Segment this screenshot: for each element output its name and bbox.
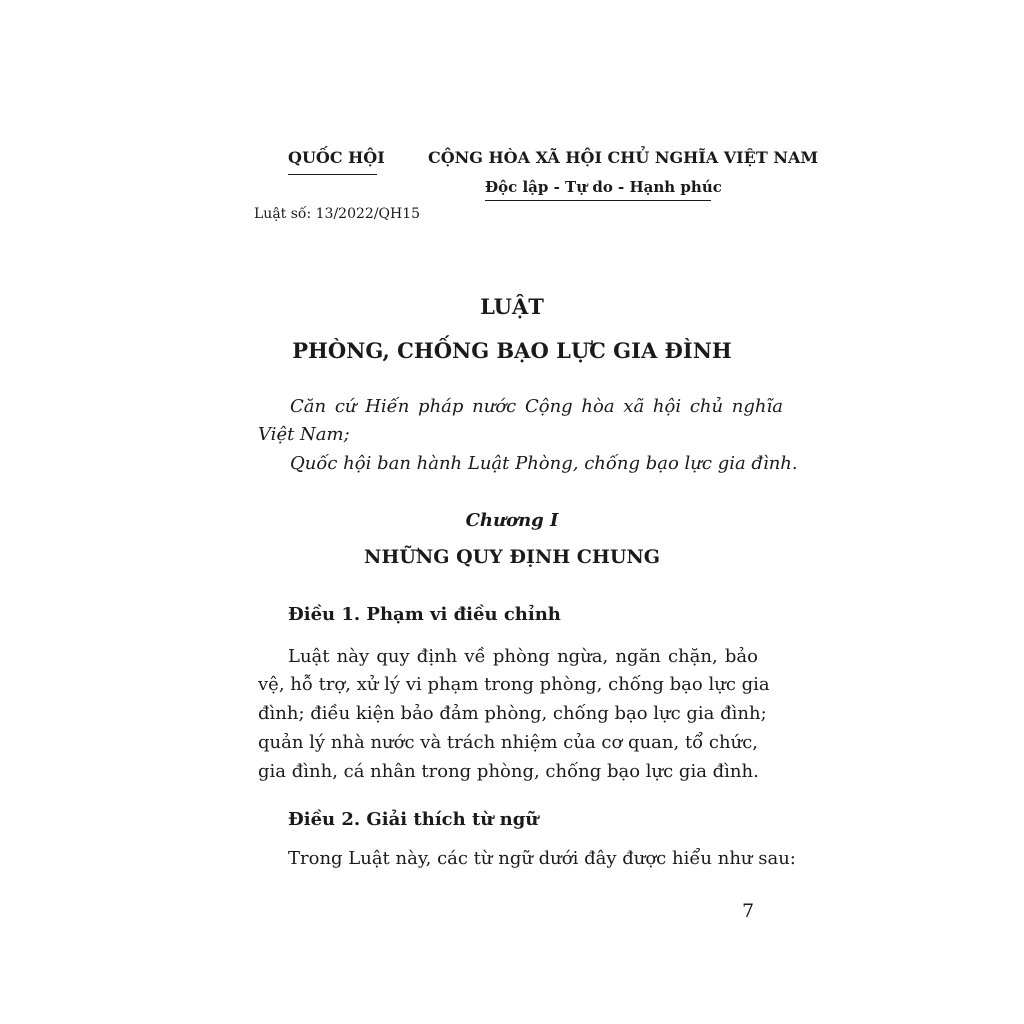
preamble-line-3: Quốc hội ban hành Luật Phòng, chống bạo lực gia đình.: [290, 453, 798, 474]
page-number: 7: [742, 900, 755, 922]
republic-name: CỘNG HÒA XÃ HỘI CHỦ NGHĨA VIỆT NAM: [428, 148, 819, 167]
law-number: Luật số: 13/2022/QH15: [254, 206, 421, 222]
preamble-line-2: Việt Nam;: [258, 424, 350, 445]
issuing-agency: QUỐC HỘI: [288, 148, 385, 167]
article-2-heading: Điều 2. Giải thích từ ngữ: [288, 809, 539, 830]
chapter-title: NHỮNG QUY ĐỊNH CHUNG: [363, 546, 661, 568]
article-1-line-5: gia đình, cá nhân trong phòng, chống bạo lực gia đình.: [258, 761, 759, 782]
chapter-label: Chương I: [465, 510, 559, 531]
article-1-heading: Điều 1. Phạm vi điều chỉnh: [288, 604, 561, 625]
article-1-line-3: đình; điều kiện bảo đảm phòng, chống bạo lực gia đình;: [258, 703, 767, 724]
article-1-line-1: Luật này quy định về phòng ngừa, ngăn chặn, bảo: [288, 646, 758, 667]
article-1-line-4: quản lý nhà nước và trách nhiệm của cơ quan, tổ chức,: [258, 732, 758, 753]
motto-underline: [485, 200, 711, 201]
article-1-line-2: vệ, hỗ trợ, xử lý vi phạm trong phòng, chống bạo lực gia: [258, 674, 770, 695]
law-title: PHÒNG, CHỐNG BẠO LỰC GIA ĐÌNH: [292, 338, 732, 363]
article-2-line-1: Trong Luật này, các từ ngữ dưới đây được hiểu như sau:: [288, 848, 796, 869]
preamble-line-1: Căn cứ Hiến pháp nước Cộng hòa xã hội chủ nghĩa: [290, 396, 783, 417]
agency-underline: [288, 174, 377, 175]
national-motto: Độc lập - Tự do - Hạnh phúc: [485, 178, 722, 196]
document-type-title: LUẬT: [480, 294, 544, 319]
